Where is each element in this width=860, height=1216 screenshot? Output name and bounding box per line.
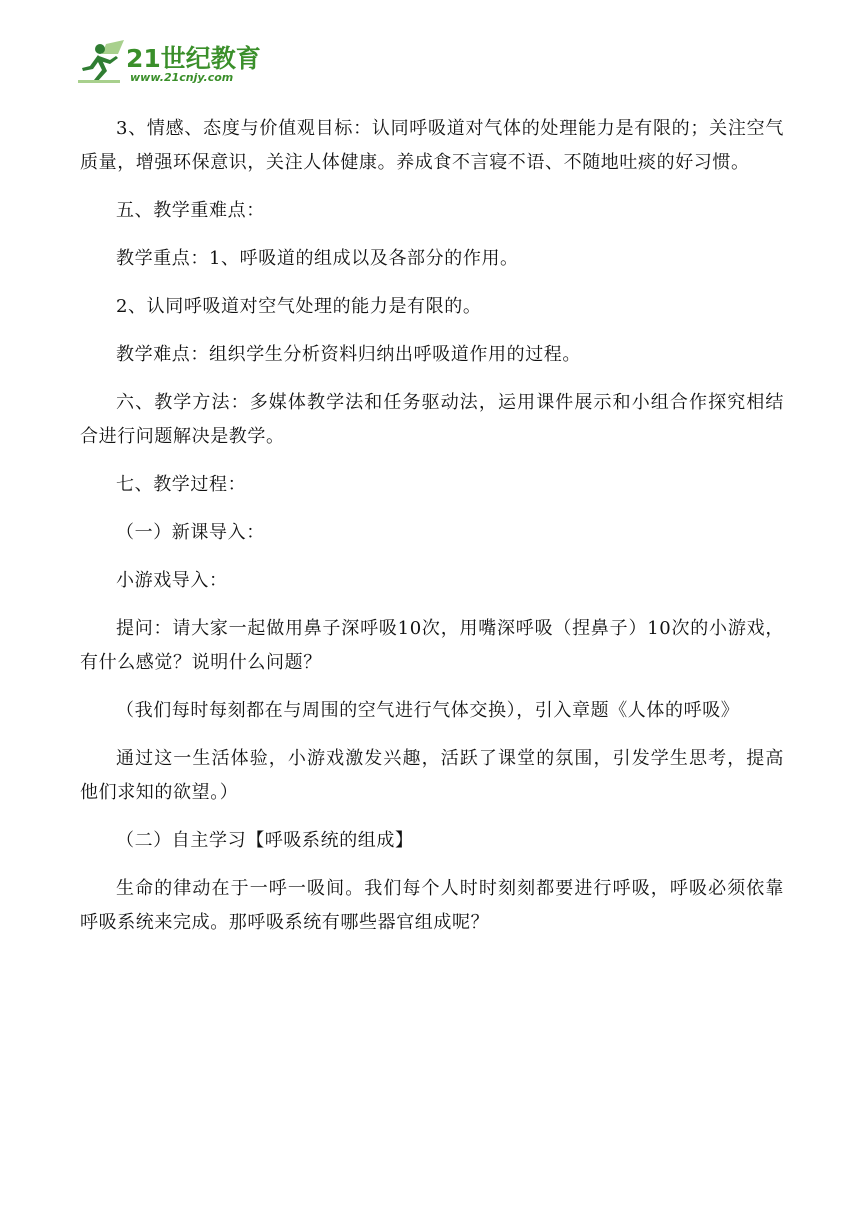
paragraph: 通过这一生活体验，小游戏激发兴趣，活跃了课堂的氛围，引发学生思考，提高他们求知的欲望。）: [80, 748, 784, 803]
logo-text: 21世纪教育: [126, 44, 261, 73]
document-body: [80, 112, 784, 954]
paragraph: 生命的律动在于一呼一吸间。我们每个人时时刻刻都要进行呼吸，呼吸必须依靠呼吸系统来完成。那呼吸系统有哪些器官组成呢？: [80, 878, 784, 933]
paragraph: 3、情感、态度与价值观目标：认同呼吸道对气体的处理能力是有限的；关注空气质量，增强环保意识，关注人体健康。养成食不言寝不语、不随地吐痰的好习惯。: [80, 118, 784, 173]
paragraph: 教学难点：组织学生分析资料归纳出呼吸道作用的过程。: [116, 344, 581, 365]
site-logo: [78, 40, 261, 86]
logo-url: www.21cnjy.com: [130, 71, 234, 84]
paragraph: 提问：请大家一起做用鼻子深呼吸10次，用嘴深呼吸（捏鼻子）10次的小游戏，有什么感觉？说明什么问题？: [80, 618, 784, 673]
runner-logo-icon: [78, 40, 128, 86]
paragraph: 小游戏导入：: [116, 570, 228, 591]
paragraph: （我们每时每刻都在与周围的空气进行气体交换），引入章题《人体的呼吸》: [116, 700, 740, 721]
paragraph: 教学重点：1、呼吸道的组成以及各部分的作用。: [116, 248, 519, 269]
paragraph: 2、认同呼吸道对空气处理的能力是有限的。: [116, 296, 482, 317]
paragraph: 六、教学方法：多媒体教学法和任务驱动法，运用课件展示和小组合作探究相结合进行问题解决是教学。: [80, 392, 784, 447]
subsection-heading: （一）新课导入：: [116, 522, 265, 543]
section-heading: 五、教学重难点：: [116, 200, 265, 221]
subsection-heading: （二）自主学习【呼吸系统的组成】: [116, 830, 414, 851]
section-heading: 七、教学过程：: [116, 474, 247, 495]
